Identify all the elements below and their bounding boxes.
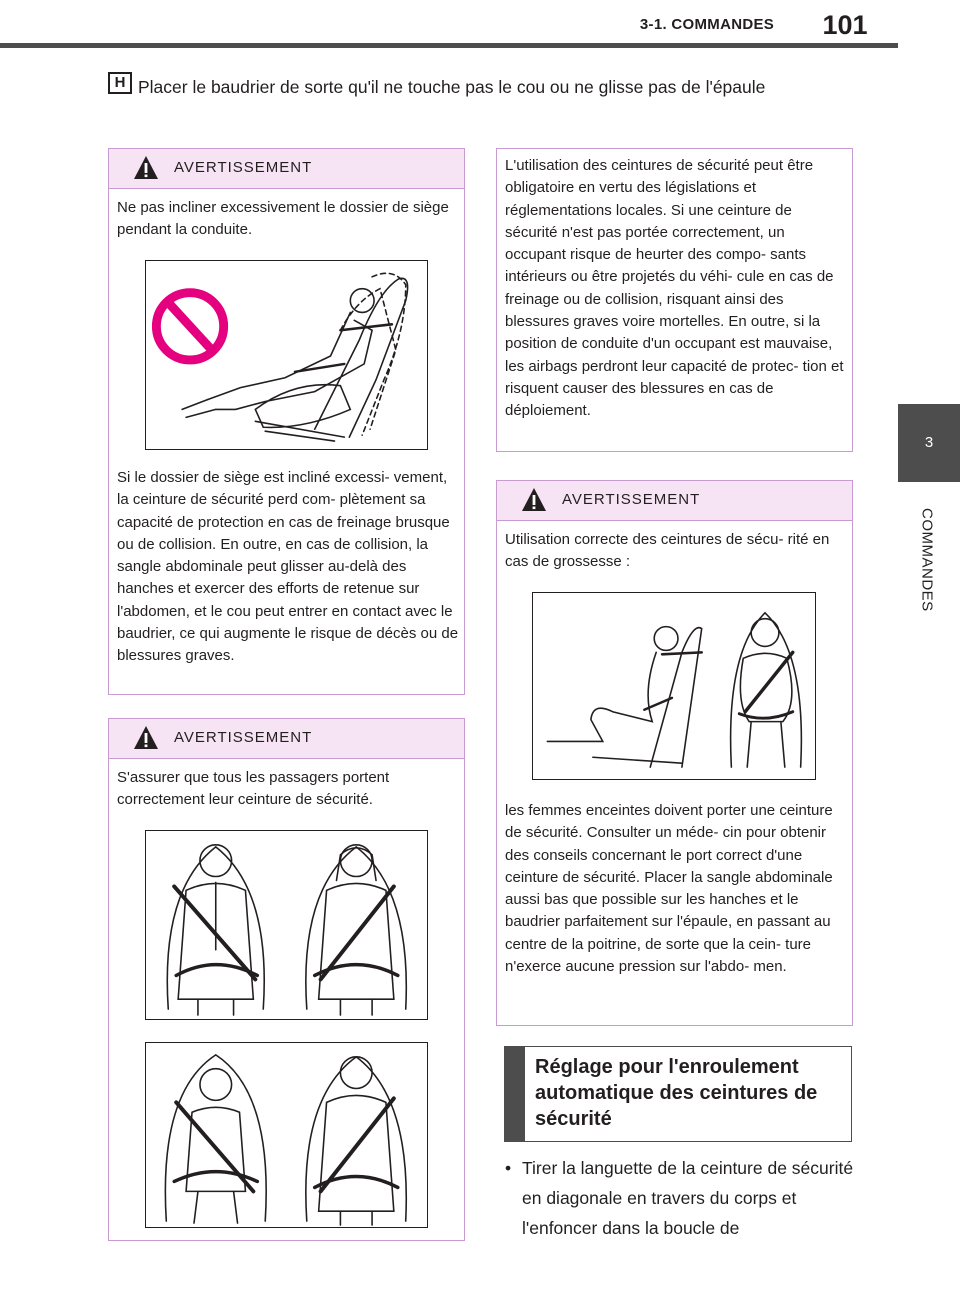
side-tab-label: COMMANDES <box>918 508 936 612</box>
warning-header <box>497 481 852 521</box>
section-heading-bar <box>505 1047 525 1141</box>
child-and-adult-drawing <box>146 1043 427 1227</box>
warning-header <box>109 149 464 189</box>
warning-explanation: Si le dossier de siège est incliné excessi- vement, la ceinture de sécurité perd com- plètement sa capacité de protection en cas de freinage brusque ou de collision. En outre, en cas de collision, la sangle abdominale peut glisser au-delà des hanches et exercer des efforts de retenue sur l'abdomen, et le cou peut entrer en contact avec le baudrier, ce qui augmente le risque de décès ou de blessures graves. <box>117 469 459 665</box>
section-heading-title: Réglage pour l'enroulement automatique des ceintures de sécurité <box>535 1056 818 1130</box>
reclined-seat-drawing <box>146 261 427 449</box>
warning-continuation <box>496 148 853 452</box>
bullet-symbol: • <box>505 1158 512 1178</box>
warning-triangle-icon <box>133 155 159 181</box>
header-section-title: 3-1. COMMANDES <box>639 16 775 33</box>
page-number: 101 <box>822 10 868 40</box>
illustration-adult-passengers <box>145 830 428 1020</box>
warning-body-text <box>497 792 854 978</box>
illustration-child-and-adult <box>145 1042 428 1228</box>
warning-intro: Ne pas incliner excessivement le dossier de siège pendant la conduite. <box>117 199 449 239</box>
warning-triangle-icon <box>133 725 159 751</box>
warning-body <box>497 521 852 574</box>
step-marker: H <box>108 72 132 94</box>
warning-intro: Utilisation correcte des ceintures de sécu- rité en cas de grossesse : <box>505 531 830 571</box>
instruction-bullet <box>505 1153 855 1243</box>
adult-passengers-drawing <box>146 831 427 1019</box>
prohibition-icon <box>156 293 223 360</box>
warning-intro: S'assurer que tous les passagers portent correctement leur ceinture de sécurité. <box>117 769 390 809</box>
step-text: Placer le baudrier de sorte qu'il ne touche pas le cou ou ne glisse pas de l'épaule <box>138 77 766 97</box>
warning-title: AVERTISSEMENT <box>562 491 701 508</box>
bullet-text: Tirer la languette de la ceinture de sécurité en diagonale en travers du corps et l'enfoncer dans la boucle de <box>522 1158 854 1238</box>
warning-title: AVERTISSEMENT <box>174 159 313 176</box>
warning-body <box>109 189 464 250</box>
illustration-pregnant-passenger <box>532 592 816 780</box>
warning-body-text <box>109 459 466 668</box>
warning-title: AVERTISSEMENT <box>174 729 313 746</box>
section-heading <box>504 1046 852 1142</box>
warning-explanation: les femmes enceintes doivent porter une ceinture de sécurité. Consulter un méde- cin pour obtenir des conseils concernant le port correct d'une ceinture de sécurité. Placer la sangle abdominale aussi bas que possible sur les hanches et le baudrier parfaitement sur l'épaule, en passant au centre de la poitrine, de sorte que la cein- ture n'exerce aucune pression sur l'abdo- men. <box>505 802 833 976</box>
pregnant-passenger-drawing <box>533 593 815 779</box>
side-tab-chapter-number: 3 <box>898 404 960 482</box>
warning-header <box>109 719 464 759</box>
warning-triangle-icon <box>521 487 547 513</box>
header-rule <box>0 43 898 48</box>
warning-continuation-text: L'utilisation des ceintures de sécurité peut être obligatoire en vertu des législations et réglementations locales. Si une ceinture de sécurité n'est pas portée correctement, un occupant risque de heurter des compo- sants intérieurs ou être projetés du véhi- cule en cas de freinage ou de collision, risquant ainsi des blessures graves voire mortelles. En outre, si la position de conduite d'un occupant est mauvaise, les airbags perdront leur capacité de protec- tion et risquent causer des blessures en cas de déploiement. <box>505 157 844 420</box>
illustration-reclined-seat <box>145 260 428 450</box>
warning-body <box>109 759 464 812</box>
